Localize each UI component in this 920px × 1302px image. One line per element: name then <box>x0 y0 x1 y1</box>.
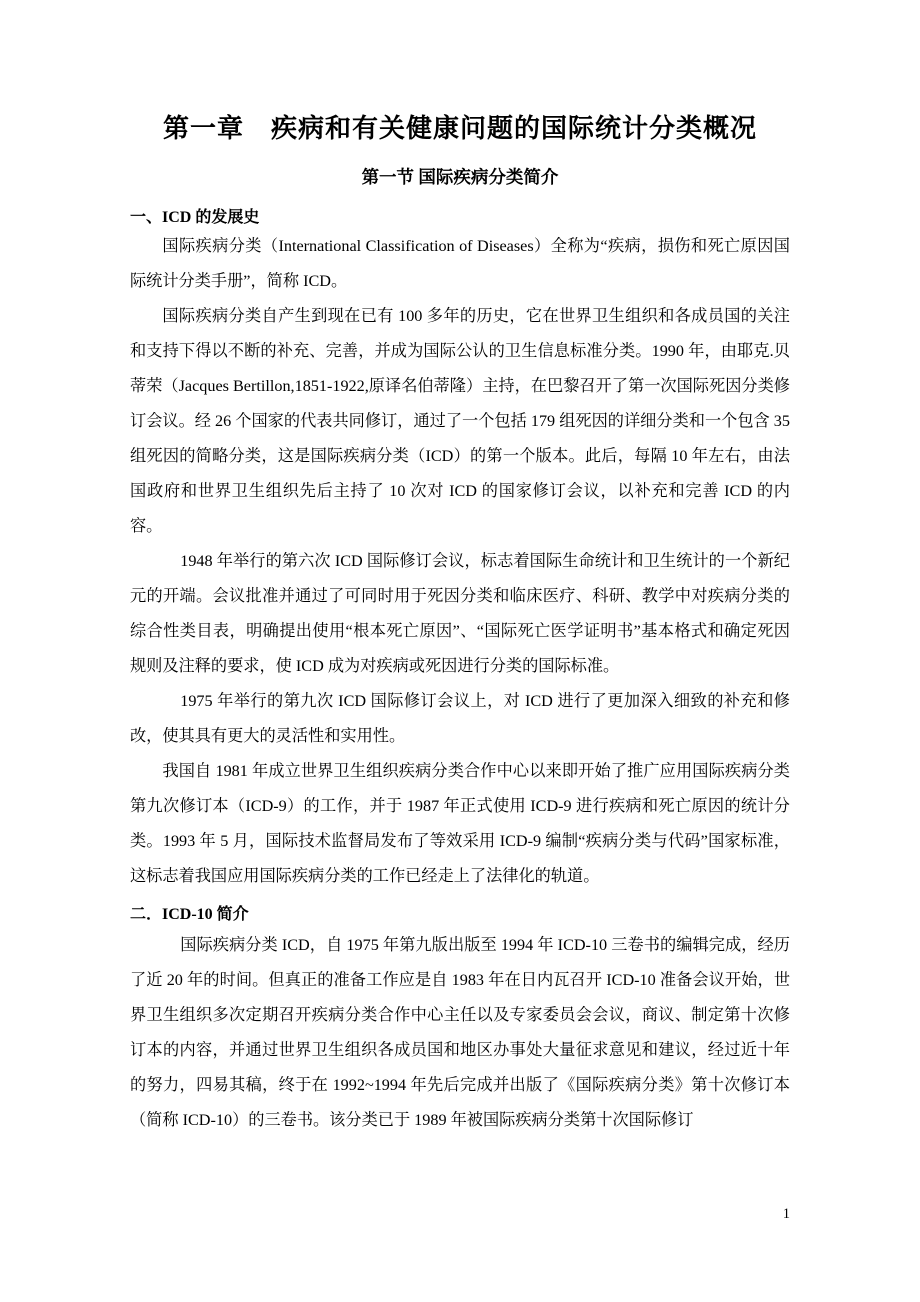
paragraph-1975-revision: 1975 年举行的第九次 ICD 国际修订会议上，对 ICD 进行了更加深入细致的补充和修改，使其具有更大的灵活性和实用性。 <box>130 692 790 746</box>
paragraph-china-adoption: 我国自 1981 年成立世界卫生组织疾病分类合作中心以来即开始了推广应用国际疾病分类第九次修订本（ICD-9）的工作，并于 1987 年正式使用 ICD-9 进行疾病和死亡原因的统计分类。1993 年 5 月，国际技术监督局发布了等效采用 ICD-9 编制“疾病分类与代码”国家标准，这标志着我国应用国际疾病分类的工作已经走上了法律化的轨道。 <box>130 762 790 886</box>
paragraph-icd10-development: 国际疾病分类 ICD，自 1975 年第九版出版至 1994 年 ICD-10 三卷书的编辑完成，经历了近 20 年的时间。但真正的准备工作应是自 1983 年在日内瓦召开 ICD-10 准备会议开始，世界卫生组织多次定期召开疾病分类合作中心主任以及专家委员会会议，商议、制定第十次修订本的内容，并通过世界卫生组织各成员国和地区办事处大量征求意见和建议，经过近十年的努力，四易其稿，终于在 1992~1994 年先后完成并出版了《国际疾病分类》第十次修订本（简称 ICD-10）的三卷书。该分类已于 1989 年被国际疾病分类第十次国际修订 <box>130 935 790 1129</box>
paragraph-icd-history: 国际疾病分类自产生到现在已有 100 多年的历史，它在世界卫生组织和各成员国的关注和支持下得以不断的补充、完善，并成为国际公认的卫生信息标准分类。1990 年，由耶克.贝蒂荣（Jacques Bertillon,1851-1922,原译名伯蒂隆）主持，在巴黎召开了第一次国际死因分类修订会议。经 26 个国家的代表共同修订，通过了一个包括 179 组死因的详细分类和一个包含 35 组死因的简略分类，这是国际疾病分类（ICD）的第一个版本。此后，每隔 10 年左右，由法国政府和世界卫生组织先后主持了 10 次对 ICD 的国家修订会议，以补充和完善 ICD 的内容。 <box>130 307 790 536</box>
page-content <box>130 0 790 1138</box>
page-title: 第一章 疾病和有关健康问题的国际统计分类概况 <box>162 114 757 143</box>
page-number: 1 <box>782 1206 790 1222</box>
paragraph-icd-definition: 国际疾病分类（International Classification of Diseases）全称为“疾病，损伤和死亡原因国际统计分类手册”，简称 ICD。 <box>130 237 790 291</box>
sub-heading-icd-history: 一、ICD 的发展史 <box>130 209 260 227</box>
section-title: 第一节 国际疾病分类简介 <box>361 166 559 187</box>
paragraph-1948-revision: 1948 年举行的第六次 ICD 国际修订会议，标志着国际生命统计和卫生统计的一个新纪元的开端。会议批准并通过了可同时用于死因分类和临床医疗、科研、教学中对疾病分类的综合性类目表，明确提出使用“根本死亡原因”、“国际死亡医学证明书”基本格式和确定死因规则及注释的要求，使 ICD 成为对疾病或死因进行分类的国际标准。 <box>130 552 790 676</box>
sub-heading-icd10-intro: 二．ICD-10 简介 <box>130 906 249 924</box>
